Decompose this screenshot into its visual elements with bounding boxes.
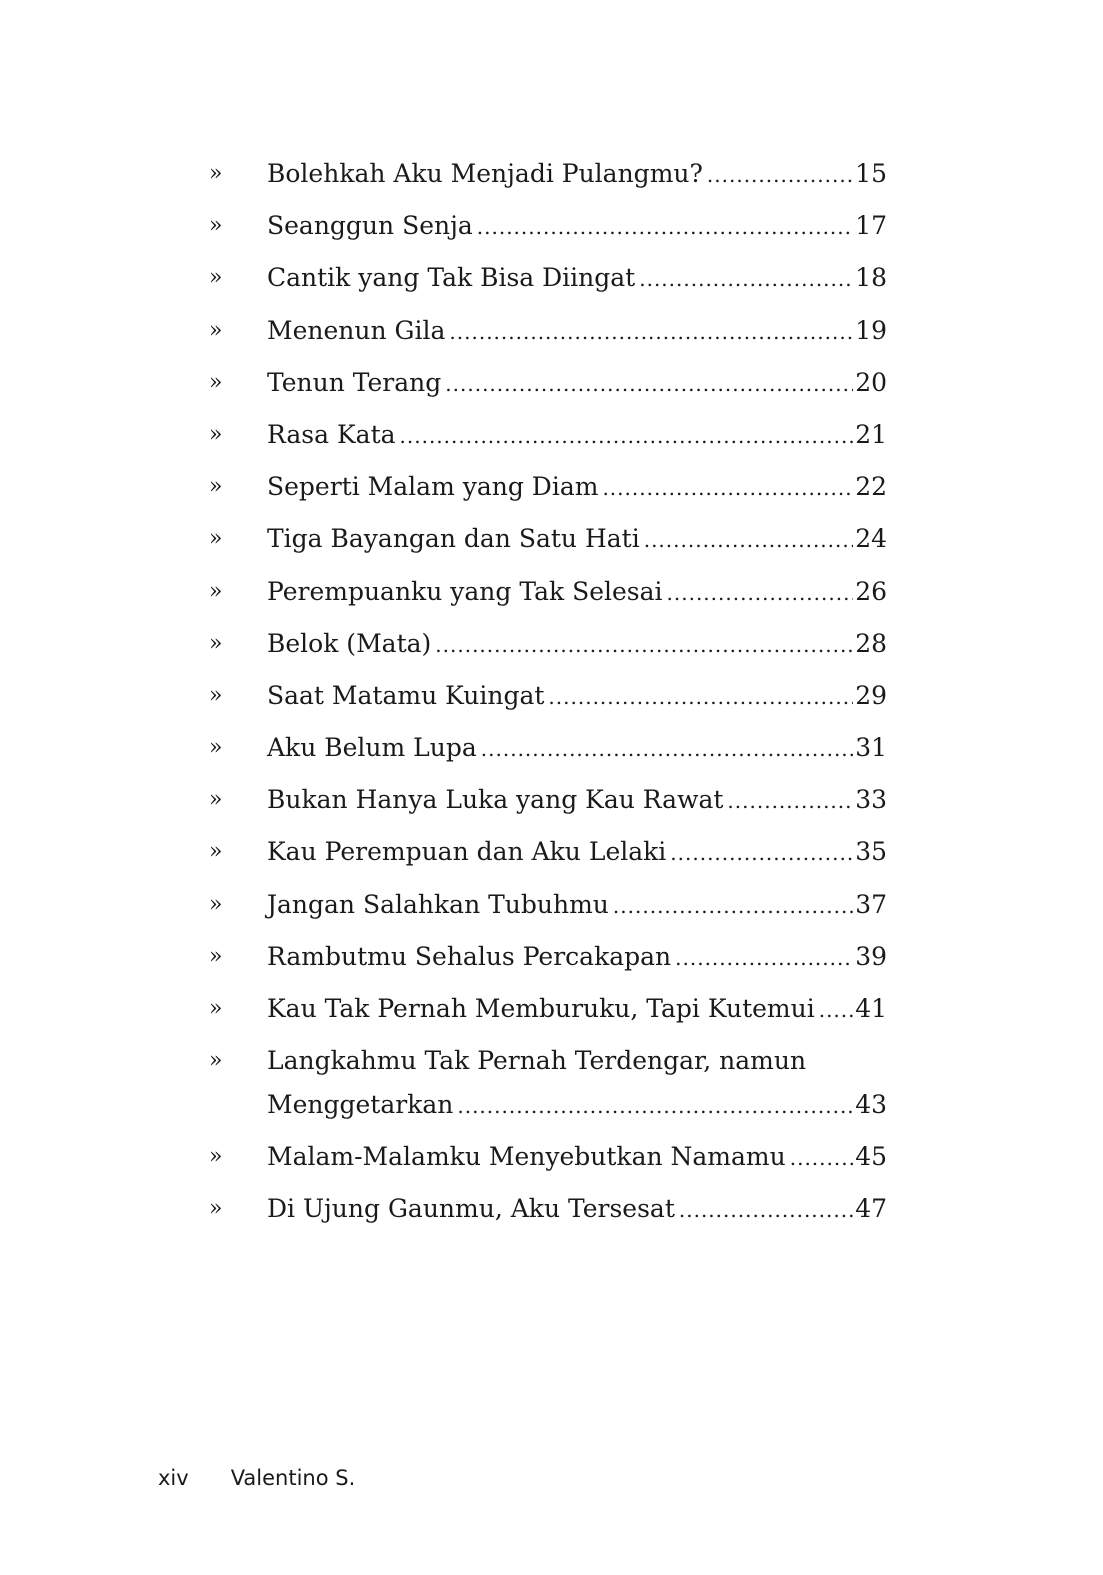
- dot-leader: [819, 984, 853, 1036]
- toc-entry: [0, 618, 1103, 670]
- entry-page-number: 31: [855, 733, 887, 763]
- entry-page-number: 15: [855, 159, 887, 188]
- toc-entry: [0, 722, 1103, 774]
- entry-page-number: 24: [855, 524, 887, 554]
- entry-title: Tenun Terang: [267, 367, 442, 397]
- entry-title: Belok (Mata): [267, 628, 432, 658]
- entry-page-number: 37: [855, 889, 887, 919]
- bullet-marker: »: [209, 839, 223, 865]
- entry-page-number: 47: [855, 1194, 887, 1224]
- dot-leader: [457, 1080, 853, 1132]
- bullet-marker: »: [209, 735, 223, 761]
- entry-page-number: 19: [855, 315, 887, 345]
- toc-entry: [0, 826, 1103, 878]
- bullet-marker: »: [209, 369, 223, 395]
- bullet-marker: »: [209, 1196, 223, 1222]
- entry-page-number: 43: [855, 1090, 887, 1120]
- entry-title: Bukan Hanya Luka yang Kau Rawat: [267, 785, 724, 815]
- entry-title: Menenun Gila: [267, 315, 446, 345]
- toc-entry: [0, 1035, 1103, 1131]
- table-of-contents: [0, 148, 1103, 1236]
- toc-entry: [0, 931, 1103, 983]
- bullet-marker: »: [209, 1048, 223, 1074]
- toc-entry: [0, 252, 1103, 304]
- entry-title: Seperti Malam yang Diam: [267, 472, 599, 502]
- dot-leader: [707, 149, 853, 201]
- dot-leader: [790, 1132, 853, 1184]
- bullet-marker: »: [209, 317, 223, 343]
- toc-entry: [0, 1183, 1103, 1235]
- entry-title: Cantik yang Tak Bisa Diingat: [267, 263, 636, 293]
- bullet-marker: »: [209, 578, 223, 604]
- entry-title-line1: Langkahmu Tak Pernah Terdengar, namun: [267, 1046, 807, 1076]
- folio-page-number: xiv: [158, 1466, 189, 1490]
- toc-entry: [0, 357, 1103, 409]
- bullet-marker: »: [209, 265, 223, 291]
- entry-page-number: 33: [855, 785, 887, 815]
- toc-entry: [0, 409, 1103, 461]
- entry-page-number: 28: [855, 628, 887, 658]
- dot-leader: [639, 253, 853, 305]
- dot-leader: [435, 619, 853, 671]
- entry-page-number: 20: [855, 367, 887, 397]
- bullet-marker: »: [209, 161, 223, 186]
- dot-leader: [670, 827, 853, 879]
- dot-leader: [644, 514, 853, 566]
- entry-page-number: 17: [855, 211, 887, 241]
- entry-title: Perempuanku yang Tak Selesai: [267, 576, 663, 606]
- entry-page-number: 45: [855, 1142, 887, 1172]
- dot-leader: [548, 671, 853, 723]
- entry-title: Di Ujung Gaunmu, Aku Tersesat: [267, 1194, 675, 1224]
- entry-page-number: 29: [855, 680, 887, 710]
- toc-entry: [0, 200, 1103, 252]
- dot-leader: [613, 880, 853, 932]
- toc-entry: [0, 774, 1103, 826]
- bullet-marker: »: [209, 891, 223, 917]
- dot-leader: [602, 462, 853, 514]
- page-footer: [158, 1460, 355, 1496]
- entry-title: Bolehkah Aku Menjadi Pulangmu?: [267, 159, 703, 188]
- bullet-marker: »: [209, 787, 223, 813]
- toc-entry: [0, 566, 1103, 618]
- bullet-marker: »: [209, 943, 223, 969]
- bullet-marker: »: [209, 682, 223, 708]
- entry-title: Aku Belum Lupa: [267, 733, 477, 763]
- dot-leader: [679, 1184, 853, 1236]
- entry-title: Kau Tak Pernah Memburuku, Tapi Kutemui: [267, 994, 815, 1023]
- dot-leader: [477, 201, 853, 253]
- entry-page-number: 26: [855, 576, 887, 606]
- dot-leader: [481, 723, 853, 775]
- entry-page-number: 39: [855, 941, 887, 971]
- entry-title: Kau Perempuan dan Aku Lelaki: [267, 837, 667, 867]
- entry-title: Saat Matamu Kuingat: [267, 680, 545, 710]
- dot-leader: [400, 410, 854, 462]
- entry-title: Tiga Bayangan dan Satu Hati: [267, 524, 640, 554]
- entry-page-number: 35: [855, 837, 887, 867]
- bullet-marker: »: [209, 421, 223, 447]
- toc-entry: [0, 305, 1103, 357]
- dot-leader: [445, 358, 853, 410]
- toc-entry: [0, 983, 1103, 1035]
- entry-title: Rasa Kata: [267, 419, 396, 449]
- bullet-marker: »: [209, 526, 223, 552]
- entry-title: Rambutmu Sehalus Percakapan: [267, 941, 672, 971]
- entry-title: Malam-Malamku Menyebutkan Namamu: [267, 1142, 786, 1172]
- entry-page-number: 22: [855, 472, 887, 502]
- entry-title: Menggetarkan: [267, 1090, 454, 1120]
- entry-title: Jangan Salahkan Tubuhmu: [267, 889, 609, 919]
- toc-entry: [0, 879, 1103, 931]
- toc-entry: [0, 670, 1103, 722]
- bullet-marker: »: [209, 630, 223, 656]
- running-author-name: Valentino S.: [230, 1466, 356, 1490]
- dot-leader: [449, 306, 853, 358]
- toc-entry: [0, 461, 1103, 513]
- toc-entry: [0, 148, 1103, 200]
- dot-leader: [667, 567, 854, 619]
- bullet-marker: »: [209, 996, 223, 1021]
- toc-entry: [0, 513, 1103, 565]
- bullet-marker: »: [209, 1144, 223, 1170]
- entry-page-number: 21: [855, 419, 887, 449]
- entry-page-number: 18: [855, 263, 887, 293]
- dot-leader: [675, 932, 853, 984]
- dot-leader: [727, 775, 853, 827]
- bullet-marker: »: [209, 213, 223, 239]
- bullet-marker: »: [209, 474, 223, 500]
- entry-page-number: 41: [855, 994, 887, 1023]
- toc-entry: [0, 1131, 1103, 1183]
- entry-title: Seanggun Senja: [267, 211, 473, 241]
